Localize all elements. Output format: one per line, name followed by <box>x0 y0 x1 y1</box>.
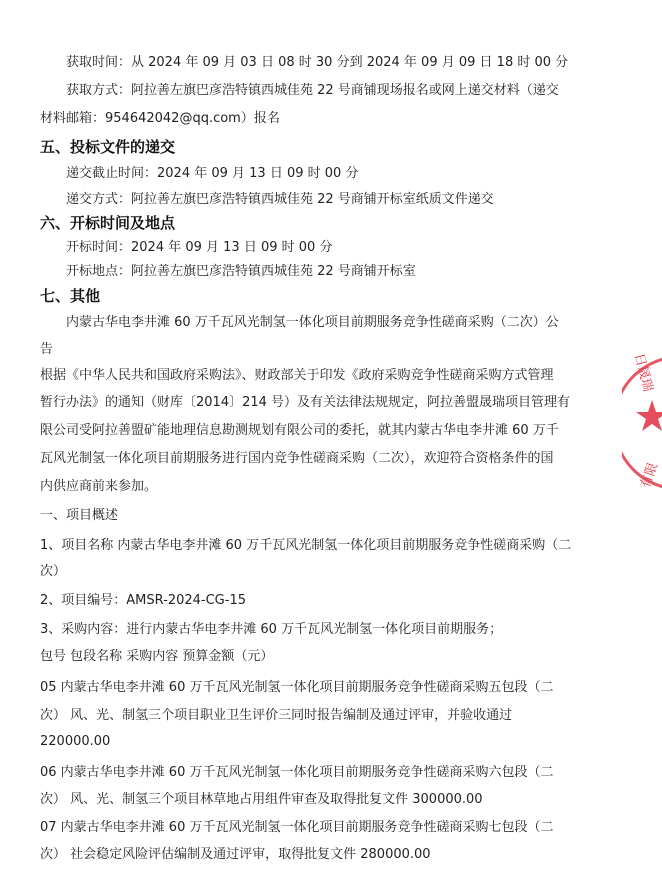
open-place-line: 开标地点：阿拉善左旗巴彦浩特镇西城佳苑 22 号商铺开标室 <box>66 264 416 279</box>
get-method-line-cont: 材料邮箱：954642042@qq.com）报名 <box>40 111 280 126</box>
svg-text:日晟瑞: 日晟瑞 <box>630 351 656 394</box>
body-paragraph-line-2: 暂行办法》的通知（财库〔2014〕214 号）及有关法律法规规定，阿拉善盟晟瑞项目管理有 <box>40 395 571 410</box>
submit-method-line: 递交方式：阿拉善左旗巴彦浩特镇西城佳苑 22 号商铺开标室纸质文件递交 <box>66 192 494 207</box>
body-paragraph-line-1: 根据《中华人民共和国政府采购法》、财政部关于印发《政府采购竞争性磋商采购方式管理 <box>40 368 554 383</box>
notice-title-line-cont: 告 <box>40 342 54 357</box>
package-table-header: 包号 包段名称 采购内容 预算金额（元） <box>40 649 274 664</box>
project-number-line: 2、项目编号：AMSR-2024-CG-15 <box>40 593 246 608</box>
get-method-line: 获取方式：阿拉善左旗巴彦浩特镇西城佳苑 22 号商铺现场报名或网上递交材料（递交 <box>66 83 559 98</box>
package-05-line-1: 05 内蒙古华电李井滩 60 万千瓦风光制氢一体化项目前期服务竞争性磋商采购五包段（二 <box>40 680 554 695</box>
seal-graphic <box>622 338 662 508</box>
package-06-line-1: 06 内蒙古华电李井滩 60 万千瓦风光制氢一体化项目前期服务竞争性磋商采购六包段（二 <box>40 765 554 780</box>
project-name-line-cont: 次） <box>40 564 67 579</box>
package-07-line-2: 次） 社会稳定风险评估编制及通过评审，取得批复文件 280000.00 <box>40 847 431 862</box>
body-paragraph-line-4: 瓦风光制氢一体化项目前期服务进行国内竞争性磋商采购（二次），欢迎符合资格条件的国 <box>40 451 554 466</box>
notice-title-line: 内蒙古华电李井滩 60 万千瓦风光制氢一体化项目前期服务竞争性磋商采购（二次）公 <box>66 315 559 330</box>
package-05-budget: 220000.00 <box>40 734 111 749</box>
section-heading-5: 五、投标文件的递交 <box>40 138 176 156</box>
section-heading-7: 七、其他 <box>40 287 101 305</box>
package-06-line-2: 次） 风、光、制氢三个项目林草地占用组件审查及取得批复文件 300000.00 <box>40 792 483 807</box>
procurement-content-line: 3、采购内容：进行内蒙古华电李井滩 60 万千瓦风光制氢一体化项目前期服务； <box>40 622 503 637</box>
svg-text:有限: 有限 <box>638 460 662 491</box>
submit-deadline-line: 递交截止时间：2024 年 09 月 13 日 09 时 00 分 <box>66 166 359 181</box>
body-paragraph-line-3: 限公司受阿拉善盟矿能地理信息勘测规划有限公司的委托，就其内蒙古华电李井滩 60 万千 <box>40 423 559 438</box>
section-heading-6: 六、开标时间及地点 <box>40 214 176 232</box>
body-paragraph-line-5: 内供应商前来参加。 <box>40 479 158 494</box>
open-time-line: 开标时间：2024 年 09 月 13 日 09 时 00 分 <box>66 240 333 255</box>
package-05-line-2: 次） 风、光、制氢三个项目职业卫生评价三同时报告编制及通过评审，并验收通过 <box>40 708 513 723</box>
get-time-line: 获取时间：从 2024 年 09 月 03 日 08 时 30 分到 2024 年 09 月 09 日 18 时 00 分 <box>66 55 569 70</box>
red-seal-stamp <box>622 338 662 508</box>
package-07-line-1: 07 内蒙古华电李井滩 60 万千瓦风光制氢一体化项目前期服务竞争性磋商采购七包段（二 <box>40 820 554 835</box>
project-name-line: 1、项目名称 内蒙古华电李井滩 60 万千瓦风光制氢一体化项目前期服务竞争性磋商采购（二 <box>40 538 572 553</box>
overview-heading: 一、项目概述 <box>40 508 119 523</box>
